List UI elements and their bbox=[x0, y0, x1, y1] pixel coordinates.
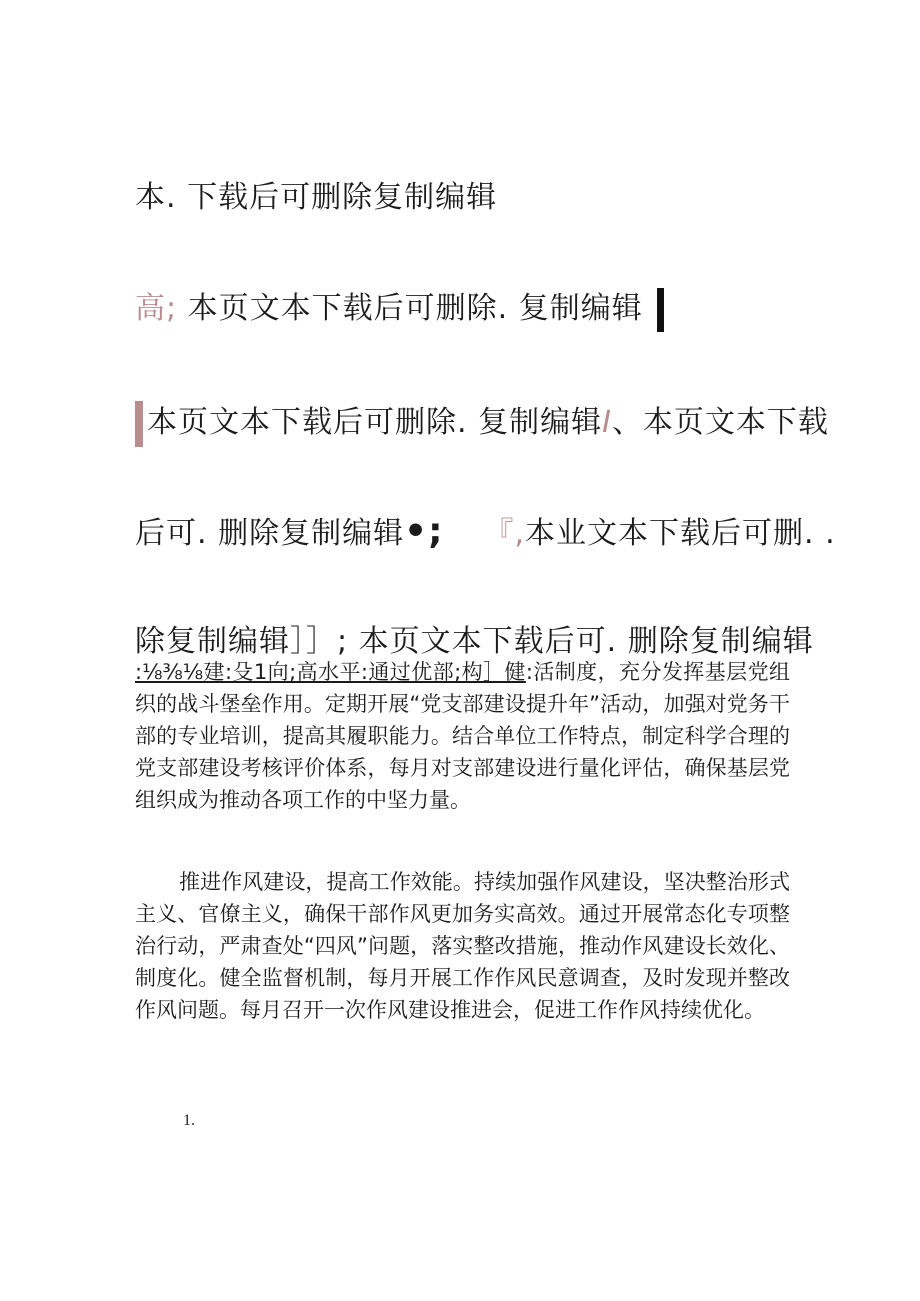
garbled-heading: :⅛⅜⅛建:殳1向;高水平:通过优部;构］健 bbox=[135, 660, 526, 684]
watermark-text: 本页文本下载后可删除. 复制编辑 bbox=[147, 405, 603, 440]
watermark-text: 除复制编辑］］; 本页文本下载后可. 删除复制编辑 bbox=[135, 624, 814, 659]
page-number: 1. bbox=[183, 1112, 195, 1129]
paragraph-text: :活制度，充分发挥基层党组织的战斗堡垒作用。定期开展“党支部建设提升年”活动，加强对党务干部的专业培训，提高其履职能力。结合单位工作特点，制定科学合理的党支部建设考核评价体系，每月对支部建设进行量化评估，确保基层党组织成为推动各项工作的中坚力量。 bbox=[135, 660, 790, 812]
watermark-text-tail: 本业文本下载后可删. . bbox=[525, 516, 836, 551]
watermark-pink-bracket: 『, bbox=[483, 516, 526, 551]
body-paragraph-2 bbox=[135, 866, 790, 1026]
watermark-line-2 bbox=[135, 283, 664, 332]
pink-bar-icon bbox=[135, 401, 143, 447]
watermark-pink-mark: I bbox=[602, 405, 612, 440]
watermark-prefix: 高; bbox=[135, 291, 178, 326]
watermark-text-tail: 、本页文本下载 bbox=[611, 405, 829, 440]
watermark-text: 本页文本下载后可删除. 复制编辑 bbox=[177, 291, 643, 326]
watermark-line-5 bbox=[135, 616, 814, 660]
watermark-text: 本. 下载后可删除复制编辑 bbox=[135, 180, 498, 215]
watermark-line-3 bbox=[135, 397, 829, 447]
paragraph-text: 推进作风建设，提高工作效能。持续加强作风建设，坚决整治形式主义、官僚主义，确保干部作风更加务实高效。通过开展常态化专项整治行动，严肃查处“四风”问题，落实整改措施，推动作风建设长效化、制度化。健全监督机制，每月开展工作作风民意调查，及时发现并整改作风问题。每月召开一次作风建设推进会，促进工作作风持续优化。 bbox=[135, 870, 790, 1022]
black-bar-icon bbox=[657, 288, 664, 332]
watermark-line-1 bbox=[135, 172, 497, 216]
body-paragraph-1 bbox=[135, 656, 790, 816]
watermark-marks: •; bbox=[404, 511, 444, 552]
watermark-text: 后可. 删除复制编辑 bbox=[135, 516, 405, 551]
watermark-line-4 bbox=[135, 508, 836, 552]
